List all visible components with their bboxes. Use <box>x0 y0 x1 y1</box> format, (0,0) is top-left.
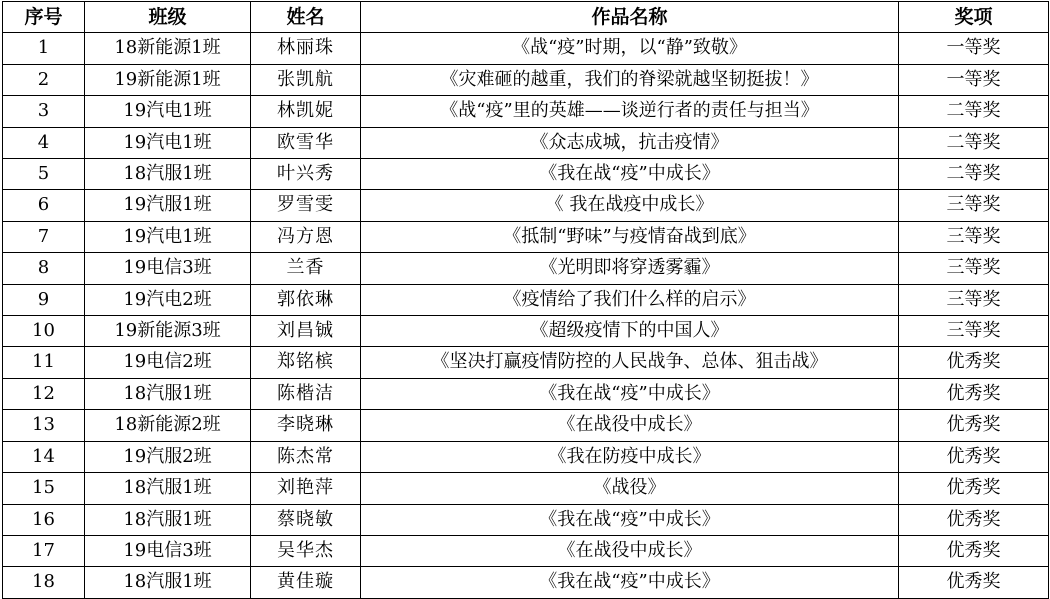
cell-name: 李晓琳 <box>251 410 361 441</box>
cell-title: 《灾难砸的越重，我们的脊梁就越坚韧挺拔！》 <box>361 64 899 95</box>
cell-award: 优秀奖 <box>899 473 1049 504</box>
cell-award: 优秀奖 <box>899 504 1049 535</box>
cell-class: 19新能源3班 <box>85 316 251 347</box>
cell-award: 优秀奖 <box>899 410 1049 441</box>
table-header <box>3 2 1049 33</box>
cell-title: 《我在战“疫”中成长》 <box>361 378 899 409</box>
table-row <box>3 410 1049 441</box>
cell-index: 14 <box>3 441 85 472</box>
cell-index: 7 <box>3 221 85 252</box>
award-list-sheet <box>0 1 1050 593</box>
cell-title: 《在战役中成长》 <box>361 535 899 566</box>
table-row <box>3 441 1049 472</box>
cell-name: 刘艳萍 <box>251 473 361 504</box>
cell-class: 18汽服1班 <box>85 567 251 598</box>
cell-name: 蔡晓敏 <box>251 504 361 535</box>
table-body <box>3 33 1049 598</box>
cell-award: 优秀奖 <box>899 567 1049 598</box>
cell-name: 林凯妮 <box>251 96 361 127</box>
cell-name: 郭依琳 <box>251 284 361 315</box>
cell-class: 19汽服2班 <box>85 441 251 472</box>
cell-award: 三等奖 <box>899 316 1049 347</box>
cell-index: 17 <box>3 535 85 566</box>
cell-class: 18汽服1班 <box>85 378 251 409</box>
cell-title: 《战“疫”时期，以“静”致敬》 <box>361 33 899 64</box>
cell-index: 5 <box>3 159 85 190</box>
table-row <box>3 284 1049 315</box>
cell-index: 12 <box>3 378 85 409</box>
cell-name: 兰香 <box>251 253 361 284</box>
cell-name: 吴华杰 <box>251 535 361 566</box>
cell-award: 二等奖 <box>899 96 1049 127</box>
table-row <box>3 127 1049 158</box>
cell-name: 陈杰常 <box>251 441 361 472</box>
column-header-class: 班级 <box>85 2 251 33</box>
cell-name: 刘昌铖 <box>251 316 361 347</box>
cell-name: 郑铭槟 <box>251 347 361 378</box>
table-row <box>3 316 1049 347</box>
cell-award: 二等奖 <box>899 127 1049 158</box>
table-row <box>3 567 1049 598</box>
cell-award: 优秀奖 <box>899 347 1049 378</box>
column-header-title: 作品名称 <box>361 2 899 33</box>
cell-name: 欧雪华 <box>251 127 361 158</box>
cell-title: 《我在战“疫”中成长》 <box>361 159 899 190</box>
cell-title: 《众志成城，抗击疫情》 <box>361 127 899 158</box>
table-row <box>3 473 1049 504</box>
cell-index: 11 <box>3 347 85 378</box>
cell-award: 一等奖 <box>899 64 1049 95</box>
table-row <box>3 190 1049 221</box>
cell-index: 8 <box>3 253 85 284</box>
table-row <box>3 221 1049 252</box>
cell-award: 三等奖 <box>899 253 1049 284</box>
cell-class: 19电信2班 <box>85 347 251 378</box>
cell-title: 《疫情给了我们什么样的启示》 <box>361 284 899 315</box>
table-row <box>3 64 1049 95</box>
cell-title: 《战役》 <box>361 473 899 504</box>
cell-index: 9 <box>3 284 85 315</box>
table-row <box>3 504 1049 535</box>
cell-title: 《我在战“疫”中成长》 <box>361 504 899 535</box>
table-row <box>3 33 1049 64</box>
cell-class: 19汽服1班 <box>85 190 251 221</box>
cell-class: 18新能源2班 <box>85 410 251 441</box>
cell-class: 19汽电2班 <box>85 284 251 315</box>
cell-award: 三等奖 <box>899 221 1049 252</box>
cell-award: 一等奖 <box>899 33 1049 64</box>
cell-index: 1 <box>3 33 85 64</box>
column-header-award: 奖项 <box>899 2 1049 33</box>
column-header-index: 序号 <box>3 2 85 33</box>
cell-index: 6 <box>3 190 85 221</box>
cell-name: 黄佳璇 <box>251 567 361 598</box>
cell-class: 19汽电1班 <box>85 127 251 158</box>
cell-index: 13 <box>3 410 85 441</box>
cell-index: 4 <box>3 127 85 158</box>
cell-name: 冯方恩 <box>251 221 361 252</box>
cell-class: 18汽服1班 <box>85 473 251 504</box>
cell-class: 18新能源1班 <box>85 33 251 64</box>
cell-index: 10 <box>3 316 85 347</box>
cell-index: 16 <box>3 504 85 535</box>
cell-award: 优秀奖 <box>899 441 1049 472</box>
cell-name: 罗雪雯 <box>251 190 361 221</box>
cell-class: 19电信3班 <box>85 253 251 284</box>
cell-index: 2 <box>3 64 85 95</box>
table-row <box>3 378 1049 409</box>
table-header-row <box>3 2 1049 33</box>
cell-name: 张凯航 <box>251 64 361 95</box>
cell-title: 《我在战“疫”中成长》 <box>361 567 899 598</box>
cell-title: 《抵制“野味”与疫情奋战到底》 <box>361 221 899 252</box>
cell-index: 15 <box>3 473 85 504</box>
cell-index: 18 <box>3 567 85 598</box>
table-row <box>3 253 1049 284</box>
cell-index: 3 <box>3 96 85 127</box>
column-header-name: 姓名 <box>251 2 361 33</box>
cell-title: 《 我在战疫中成长》 <box>361 190 899 221</box>
cell-class: 19汽电1班 <box>85 96 251 127</box>
cell-class: 19新能源1班 <box>85 64 251 95</box>
cell-award: 三等奖 <box>899 190 1049 221</box>
table-row <box>3 535 1049 566</box>
cell-title: 《战“疫”里的英雄——谈逆行者的责任与担当》 <box>361 96 899 127</box>
cell-class: 18汽服1班 <box>85 504 251 535</box>
cell-class: 19汽电1班 <box>85 221 251 252</box>
cell-name: 叶兴秀 <box>251 159 361 190</box>
cell-name: 陈楷洁 <box>251 378 361 409</box>
table-row <box>3 347 1049 378</box>
cell-title: 《超级疫情下的中国人》 <box>361 316 899 347</box>
cell-award: 优秀奖 <box>899 378 1049 409</box>
cell-title: 《我在防疫中成长》 <box>361 441 899 472</box>
table-row <box>3 96 1049 127</box>
cell-title: 《在战役中成长》 <box>361 410 899 441</box>
cell-class: 18汽服1班 <box>85 159 251 190</box>
award-table <box>2 1 1049 599</box>
cell-award: 二等奖 <box>899 159 1049 190</box>
cell-name: 林丽珠 <box>251 33 361 64</box>
cell-award: 三等奖 <box>899 284 1049 315</box>
cell-title: 《坚决打赢疫情防控的人民战争、总体、狙击战》 <box>361 347 899 378</box>
cell-award: 优秀奖 <box>899 535 1049 566</box>
cell-title: 《光明即将穿透雾霾》 <box>361 253 899 284</box>
cell-class: 19电信3班 <box>85 535 251 566</box>
table-row <box>3 159 1049 190</box>
